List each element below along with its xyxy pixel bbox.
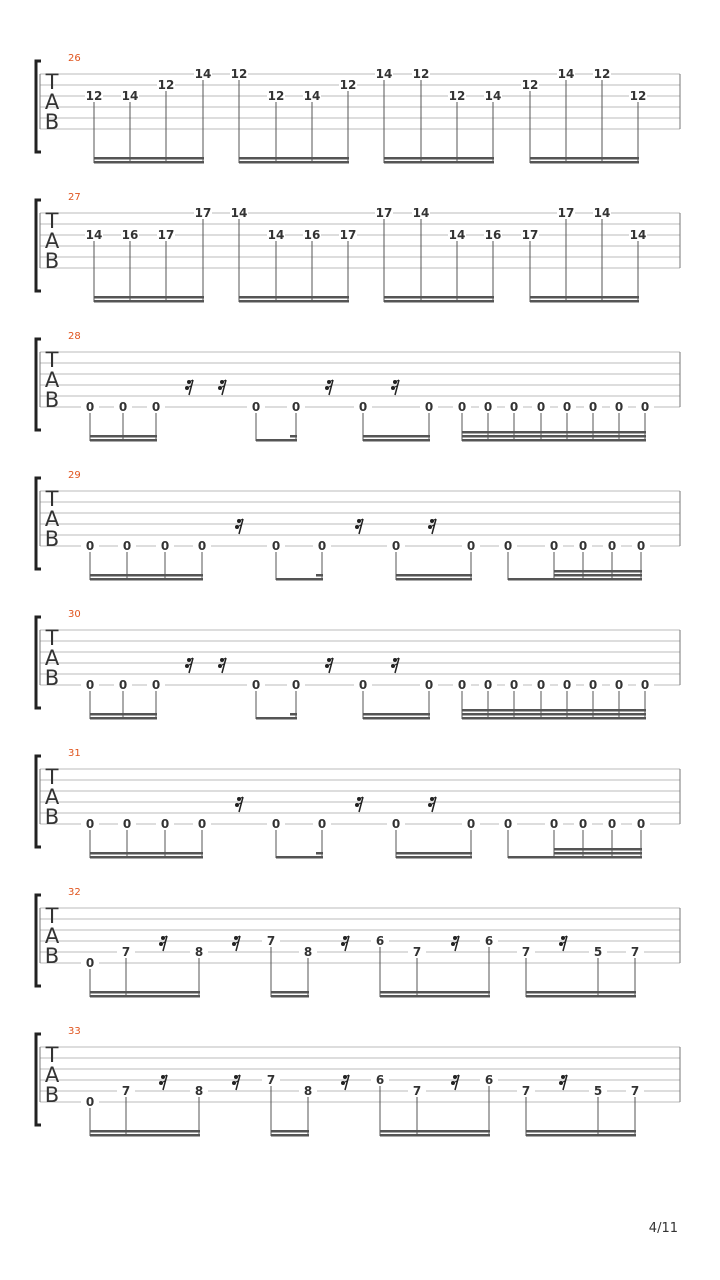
beam [94,296,204,299]
tab-clef-letter: A [44,646,60,670]
measure-number: 28 [68,331,81,342]
fret-number: 0 [578,817,588,831]
note-group [453,678,654,720]
beam [90,713,157,716]
beam [396,574,472,577]
tab-clef-letter: B [44,1083,60,1107]
beam [380,1130,490,1133]
fret-number: 0 [271,817,281,831]
sixteenth-rest-icon [159,1075,167,1090]
note-group [85,67,212,164]
beam [530,296,639,299]
note-group [81,817,211,859]
beam [239,296,349,299]
fret-number: 0 [509,400,519,414]
measure-number: 32 [68,887,81,898]
fret-number: 12 [412,67,430,81]
fret-number: 12 [629,89,647,103]
fret-number: 0 [197,817,207,831]
beam [462,431,646,434]
fret-number: 12 [448,89,466,103]
fret-number: 5 [593,1084,603,1098]
sixteenth-rest-icon [232,1075,240,1090]
sixteenth-rest-icon [325,658,333,673]
fret-number: 0 [636,539,646,553]
fret-number: 16 [121,228,139,242]
fret-number: 0 [85,1095,95,1109]
tab-clef-letter: B [44,944,60,968]
beam [363,717,430,720]
note-group [230,67,357,164]
tab-clef-letter: B [44,527,60,551]
fret-number: 0 [483,400,493,414]
fret-number: 8 [303,1084,313,1098]
beam [239,161,349,164]
beam [90,991,200,994]
sixteenth-rest-icon [355,797,363,812]
fret-number: 0 [118,400,128,414]
fret-number: 0 [317,539,327,553]
sixteenth-rest-icon [559,936,567,951]
fret-number: 0 [291,400,301,414]
fret-number: 0 [85,400,95,414]
tab-system [36,609,680,720]
partial-beam [316,574,323,577]
beam [462,717,646,720]
tab-clef-letter: B [44,388,60,412]
measure-number: 30 [68,609,81,620]
sixteenth-rest-icon [185,380,193,395]
fret-number: 7 [630,945,640,959]
tab-clef-letter: A [44,90,60,114]
measure-number: 33 [68,1026,81,1037]
beam [90,578,203,581]
sixteenth-rest-icon [428,519,436,534]
fret-number: 0 [536,400,546,414]
beam [363,435,430,438]
fret-number: 0 [424,678,434,692]
fret-number: 0 [291,678,301,692]
sixteenth-rest-icon [159,936,167,951]
fret-number: 0 [562,400,572,414]
fret-number: 14 [593,206,611,220]
fret-number: 0 [640,400,650,414]
fret-number: 17 [557,206,575,220]
tab-clef-letter: B [44,666,60,690]
note-group [387,817,480,859]
beam [554,852,642,855]
fret-number: 0 [578,539,588,553]
beam [384,161,494,164]
fret-number: 14 [267,228,285,242]
fret-number: 12 [85,89,103,103]
sixteenth-rest-icon [451,936,459,951]
fret-number: 14 [194,67,212,81]
fret-number: 0 [118,678,128,692]
tab-clef-letter: A [44,368,60,392]
note-group [521,67,647,164]
tab-clef-letter: T [45,1043,59,1067]
fret-number: 0 [640,678,650,692]
fret-number: 6 [484,1073,494,1087]
note-group [267,539,331,581]
note-group [354,678,438,720]
fret-number: 7 [630,1084,640,1098]
beam [90,717,157,720]
beam [380,995,490,998]
partial-beam [316,852,323,855]
beam [526,1130,636,1133]
note-group [247,400,305,442]
sixteenth-rest-icon [232,936,240,951]
beam [462,709,646,712]
beam [554,570,642,573]
fret-number: 0 [391,817,401,831]
tab-system [36,53,680,164]
beam [276,856,323,859]
beam [256,439,297,442]
fret-number: 0 [271,539,281,553]
note-group [499,817,650,859]
tab-clef-letter: T [45,348,59,372]
beam [271,1130,309,1133]
fret-number: 17 [375,206,393,220]
fret-number: 0 [457,400,467,414]
fret-number: 0 [614,400,624,414]
fret-number: 7 [412,945,422,959]
fret-number: 14 [121,89,139,103]
tab-clef-letter: A [44,785,60,809]
fret-number: 6 [375,1073,385,1087]
page-number: 4/11 [648,1221,678,1236]
beam [530,157,639,160]
fret-number: 0 [549,817,559,831]
measure-number: 31 [68,748,81,759]
fret-number: 7 [266,934,276,948]
sixteenth-rest-icon [341,936,349,951]
beam [90,1134,200,1137]
sixteenth-rest-icon [451,1075,459,1090]
tab-clef-letter: A [44,507,60,531]
sixteenth-rest-icon [428,797,436,812]
fret-number: 14 [629,228,647,242]
fret-number: 8 [194,945,204,959]
fret-number: 7 [521,1084,531,1098]
fret-number: 8 [194,1084,204,1098]
fret-number: 0 [588,400,598,414]
beam [271,991,309,994]
fret-number: 16 [303,228,321,242]
fret-number: 0 [391,539,401,553]
beam [90,435,157,438]
note-group [453,400,654,442]
fret-number: 16 [484,228,502,242]
beam [396,856,472,859]
beam [271,995,309,998]
beam [396,578,472,581]
fret-number: 12 [267,89,285,103]
fret-number: 0 [251,400,261,414]
tab-system [36,1026,680,1137]
note-group [262,1073,317,1137]
note-group [517,1084,644,1137]
sixteenth-rest-icon [559,1075,567,1090]
fret-number: 0 [85,539,95,553]
fret-number: 14 [557,67,575,81]
fret-number: 0 [424,400,434,414]
sixteenth-rest-icon [218,658,226,673]
fret-number: 0 [588,678,598,692]
measure-number: 27 [68,192,81,203]
beam [554,574,642,577]
fret-number: 0 [466,817,476,831]
fret-number: 0 [122,817,132,831]
tab-clef-letter: A [44,924,60,948]
fret-number: 0 [317,817,327,831]
tab-system [36,192,680,303]
beam [526,995,636,998]
note-group [81,1084,208,1137]
beam [384,296,494,299]
beam [508,856,642,859]
note-group [262,934,317,998]
tab-clef-letter: B [44,249,60,273]
note-group [387,539,480,581]
fret-number: 0 [160,817,170,831]
beam [526,991,636,994]
fret-number: 0 [636,817,646,831]
beam [462,439,646,442]
fret-number: 17 [194,206,212,220]
sixteenth-rest-icon [235,519,243,534]
beam [530,161,639,164]
fret-number: 0 [503,817,513,831]
tab-clef-letter: A [44,1063,60,1087]
fret-number: 0 [85,817,95,831]
beam [396,852,472,855]
fret-number: 17 [157,228,175,242]
fret-number: 0 [122,539,132,553]
note-group [371,934,498,998]
beam [94,161,204,164]
fret-number: 0 [562,678,572,692]
beam [554,848,642,851]
note-group [81,945,208,998]
fret-number: 12 [157,78,175,92]
beam [380,991,490,994]
sixteenth-rest-icon [355,519,363,534]
fret-number: 17 [521,228,539,242]
tab-system [36,470,680,581]
fret-number: 5 [593,945,603,959]
fret-number: 7 [121,945,131,959]
tab-system [36,748,680,859]
note-group [81,678,165,720]
measure-number: 29 [68,470,81,481]
sixteenth-rest-icon [185,658,193,673]
fret-number: 0 [536,678,546,692]
tab-clef-letter: B [44,805,60,829]
sixteenth-rest-icon [391,658,399,673]
beam [363,439,430,442]
fret-number: 7 [121,1084,131,1098]
fret-number: 0 [358,400,368,414]
note-group [499,539,650,581]
fret-number: 0 [549,539,559,553]
fret-number: 14 [412,206,430,220]
fret-number: 0 [151,400,161,414]
note-group [371,1073,498,1137]
beam [384,300,494,303]
fret-number: 14 [448,228,466,242]
fret-number: 14 [375,67,393,81]
beam [90,574,203,577]
fret-number: 17 [339,228,357,242]
fret-number: 14 [230,206,248,220]
note-group [375,67,502,164]
beam [462,435,646,438]
note-group [375,206,502,303]
beam [94,300,204,303]
tab-clef-letter: T [45,765,59,789]
tab-clef-letter: B [44,110,60,134]
fret-number: 12 [593,67,611,81]
note-group [517,945,644,998]
beam [94,157,204,160]
fret-number: 0 [503,539,513,553]
beam [90,852,203,855]
partial-beam [290,435,297,438]
fret-number: 6 [375,934,385,948]
note-group [230,206,357,303]
sixteenth-rest-icon [235,797,243,812]
fret-number: 0 [358,678,368,692]
partial-beam [290,713,297,716]
tab-clef-letter: T [45,626,59,650]
fret-number: 8 [303,945,313,959]
measure-number: 26 [68,53,81,64]
beam [380,1134,490,1137]
tab-system [36,331,680,442]
note-group [247,678,305,720]
fret-number: 14 [484,89,502,103]
beam [462,713,646,716]
note-group [81,539,211,581]
note-group [521,206,647,303]
fret-number: 0 [466,539,476,553]
fret-number: 12 [230,67,248,81]
beam [256,717,297,720]
fret-number: 14 [303,89,321,103]
fret-number: 7 [412,1084,422,1098]
fret-number: 0 [251,678,261,692]
note-group [354,400,438,442]
fret-number: 0 [483,678,493,692]
fret-number: 0 [197,539,207,553]
beam [530,300,639,303]
fret-number: 0 [457,678,467,692]
tab-clef-letter: T [45,209,59,233]
beam [508,578,642,581]
fret-number: 6 [484,934,494,948]
tab-system [36,887,680,998]
fret-number: 0 [151,678,161,692]
beam [90,856,203,859]
sixteenth-rest-icon [325,380,333,395]
note-group [81,400,165,442]
fret-number: 0 [85,956,95,970]
note-group [267,817,331,859]
fret-number: 0 [160,539,170,553]
fret-number: 0 [607,817,617,831]
tab-clef-letter: A [44,229,60,253]
beam [276,578,323,581]
fret-number: 0 [509,678,519,692]
beam [384,157,494,160]
beam [363,713,430,716]
beam [90,439,157,442]
beam [526,1134,636,1137]
tab-clef-letter: T [45,487,59,511]
fret-number: 7 [266,1073,276,1087]
fret-number: 0 [85,678,95,692]
beam [239,300,349,303]
tab-clef-letter: T [45,904,59,928]
fret-number: 0 [607,539,617,553]
tab-clef-letter: T [45,70,59,94]
sixteenth-rest-icon [218,380,226,395]
beam [90,1130,200,1133]
fret-number: 14 [85,228,103,242]
fret-number: 12 [521,78,539,92]
beam [90,995,200,998]
beam [271,1134,309,1137]
note-group [85,206,212,303]
fret-number: 7 [521,945,531,959]
sixteenth-rest-icon [391,380,399,395]
fret-number: 0 [614,678,624,692]
fret-number: 12 [339,78,357,92]
sixteenth-rest-icon [341,1075,349,1090]
beam [239,157,349,160]
